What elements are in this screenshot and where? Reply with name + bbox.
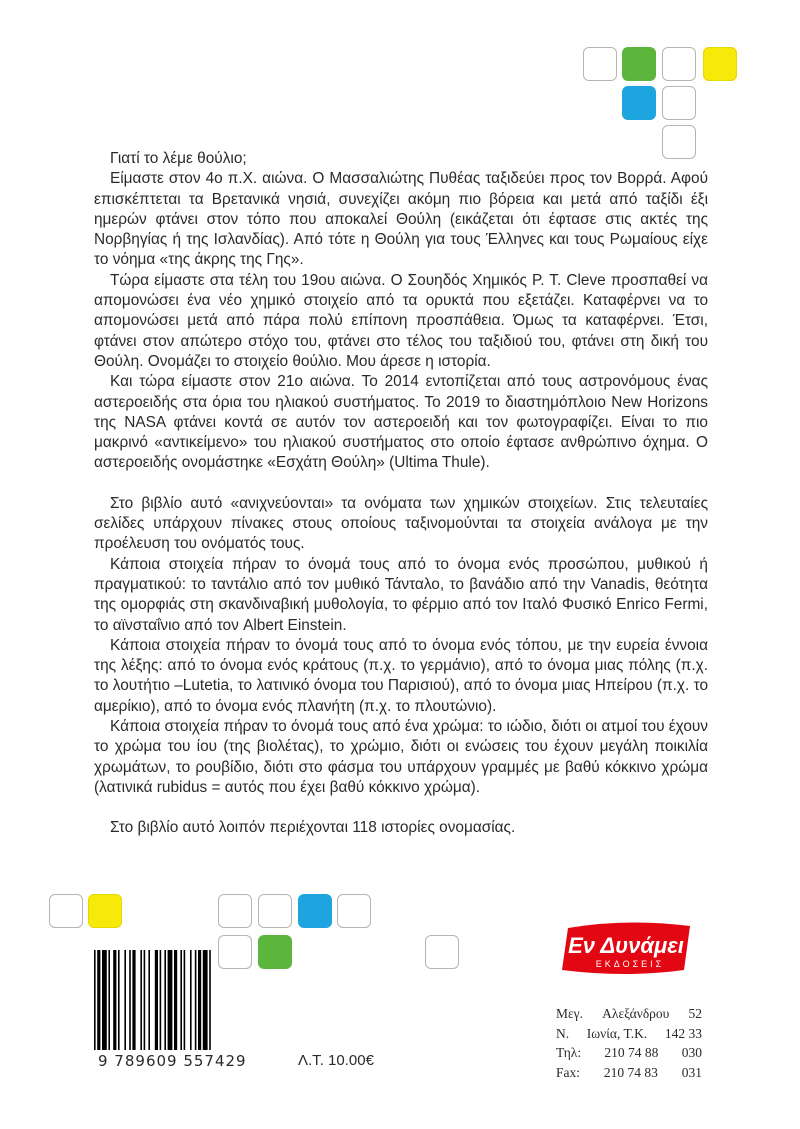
decor-tile bbox=[425, 935, 459, 969]
decor-tile bbox=[662, 47, 696, 81]
decor-tile bbox=[218, 894, 252, 928]
address-line: Μεγ. Αλεξάνδρου 52 bbox=[556, 1006, 702, 1021]
logo-main-text: Εν Δυνάμει bbox=[568, 933, 684, 958]
price-label: Λ.Τ. 10.00€ bbox=[298, 1052, 374, 1069]
decor-tile-blue bbox=[622, 86, 656, 120]
body-text bbox=[94, 149, 708, 839]
decor-tile-green bbox=[258, 935, 292, 969]
phone-line: Τηλ: 210 74 88 030 bbox=[556, 1045, 702, 1060]
barcode bbox=[92, 950, 260, 1050]
paragraph: Κάποια στοιχεία πήραν το όνομά τους από ένα χρώμα: το ιώδιο, διότι οι ατμοί του έχουν το χρώμα του ίου (της βιολέτας), το χρώμιο, διότι οι ενώσεις του έχουν μεγάλη ποικιλία χρωμάτων, το ρουβίδιο, διότι στο φάσμα του υπάρχουν γραμμές με βαθύ κόκκινο χρώμα (λατινικά rubidus = αυτός που έχει βαθύ κόκκινο χρώμα). bbox=[94, 718, 708, 796]
decor-tile bbox=[662, 86, 696, 120]
decor-tile-yellow bbox=[88, 894, 122, 928]
decor-tile bbox=[258, 894, 292, 928]
publisher-address bbox=[556, 1004, 702, 1082]
decor-tile bbox=[49, 894, 83, 928]
paragraph: Και τώρα είμαστε στον 21ο αιώνα. Το 2014 εντοπίζεται από τους αστρονόμους ένας αστεροειδής στα όρια του ηλιακού συστήματος. Το 2019 το διαστημόπλοιο New Horizons της NASA φτάνει κοντά σε αυτόν τον αστεροειδή και τον φωτογραφίζει. Είναι το πιο μακρινό «αντικείμενο» του ηλιακού συστήματος στο οποίο έφτασε ανθρώπινο όχημα. Ο αστεροειδής ονομάστηκε «Εσχάτη Θούλη» (Ultima Thule). bbox=[94, 373, 708, 472]
address-line: Ν. Ιωνία, Τ.Κ. 142 33 bbox=[556, 1025, 702, 1041]
paragraph: Τώρα είμαστε στα τέλη του 19ου αιώνα. Ο Σουηδός Χημικός P. T. Cleve προσπαθεί να απομονώσει ένα νέο χημικό στοιχείο από τα ορυκτά που εξετάζει. Καταφέρνει να το απομονώσει μετά από πάρα πολύ επίπονη προσπάθεια. Όμως τα καταφέρνει. Έτσι, φτάνει στον απώτερο στόχο του, φτάνει στο τέλος του ταξιδιού του, φτάνει στη δική του Θούλη. Ονομάζει το στοιχείο θούλιο. Μου άρεσε η ιστορία. bbox=[94, 271, 708, 370]
decor-tile-green bbox=[622, 47, 656, 81]
decor-tile-blue bbox=[298, 894, 332, 928]
decor-tile-yellow bbox=[703, 47, 737, 81]
isbn-number: 9 789609 557429 bbox=[98, 1052, 247, 1070]
paragraph: Κάποια στοιχεία πήραν το όνομά τους από το όνομα ενός προσώπου, μυθικού ή πραγματικού: το ταντάλιο από τον μυθικό Τάνταλο, το βανάδιο από την Vanadis, θεότητα της ομορφιάς στη σκανδιναβική μυθολογία, το φέρμιο από τον Ιταλό Φυσικό Enrico Fermi, το αϊνσταΐνιο από τον Albert Einstein. bbox=[94, 555, 708, 634]
publisher-logo bbox=[556, 920, 696, 980]
decor-tile bbox=[583, 47, 617, 81]
paragraph: Κάποια στοιχεία πήραν το όνομά τους από το όνομα ενός τόπου, με την ευρεία έννοια της λέξης: από το όνομα ενός κράτους (π.χ. το γερμάνιο), από το όνομα μιας πόλης (π.χ. το λουτήτιο –Lutetia, το λατινικό όνομα του Παρισιού), από το όνομα μιας Ηπείρου (π.χ. το αμερίκιο), από το όνομα ενός πλανήτη (π.χ. το πλουτώνιο). bbox=[94, 636, 708, 715]
closing-line: Στο βιβλίο αυτό λοιπόν περιέχονται 118 ιστορίες ονομασίας. bbox=[110, 819, 516, 837]
paragraph: Είμαστε στον 4ο π.Χ. αιώνα. Ο Μασσαλιώτης Πυθέας ταξιδεύει προς τον Βορρά. Αφού επισκέπτεται τα Βρετανικά νησιά, συνεχίζει ακόμη πιο βόρεια και μετά από ταξίδι έξι ημερών φτάνει στον τόπο που αποκαλεί Θούλη (εικάζεται ότι έφτασε στις ακτές της Νορβηγίας ή της Ισλανδίας). Από τότε η Θούλη για τους Έλληνες και τους Ρωμαίους είχε το νόημα «της άκρης της Γης». bbox=[94, 170, 708, 269]
logo-sub-text: ΕΚΔΟΣΕΙΣ bbox=[595, 959, 665, 969]
fax-line: Fax: 210 74 83 031 bbox=[556, 1064, 702, 1080]
decor-tile bbox=[337, 894, 371, 928]
paragraph: Γιατί το λέμε θούλιο; bbox=[110, 150, 247, 167]
paragraph: Στο βιβλίο αυτό «ανιχνεύονται» τα ονόματα των χημικών στοιχείων. Στις τελευταίες σελίδες υπάρχουν πίνακες στους οποίους ταξινομούνται τα στοιχεία ανάλογα με την προέλευση του ονόματός τους. bbox=[94, 494, 708, 553]
